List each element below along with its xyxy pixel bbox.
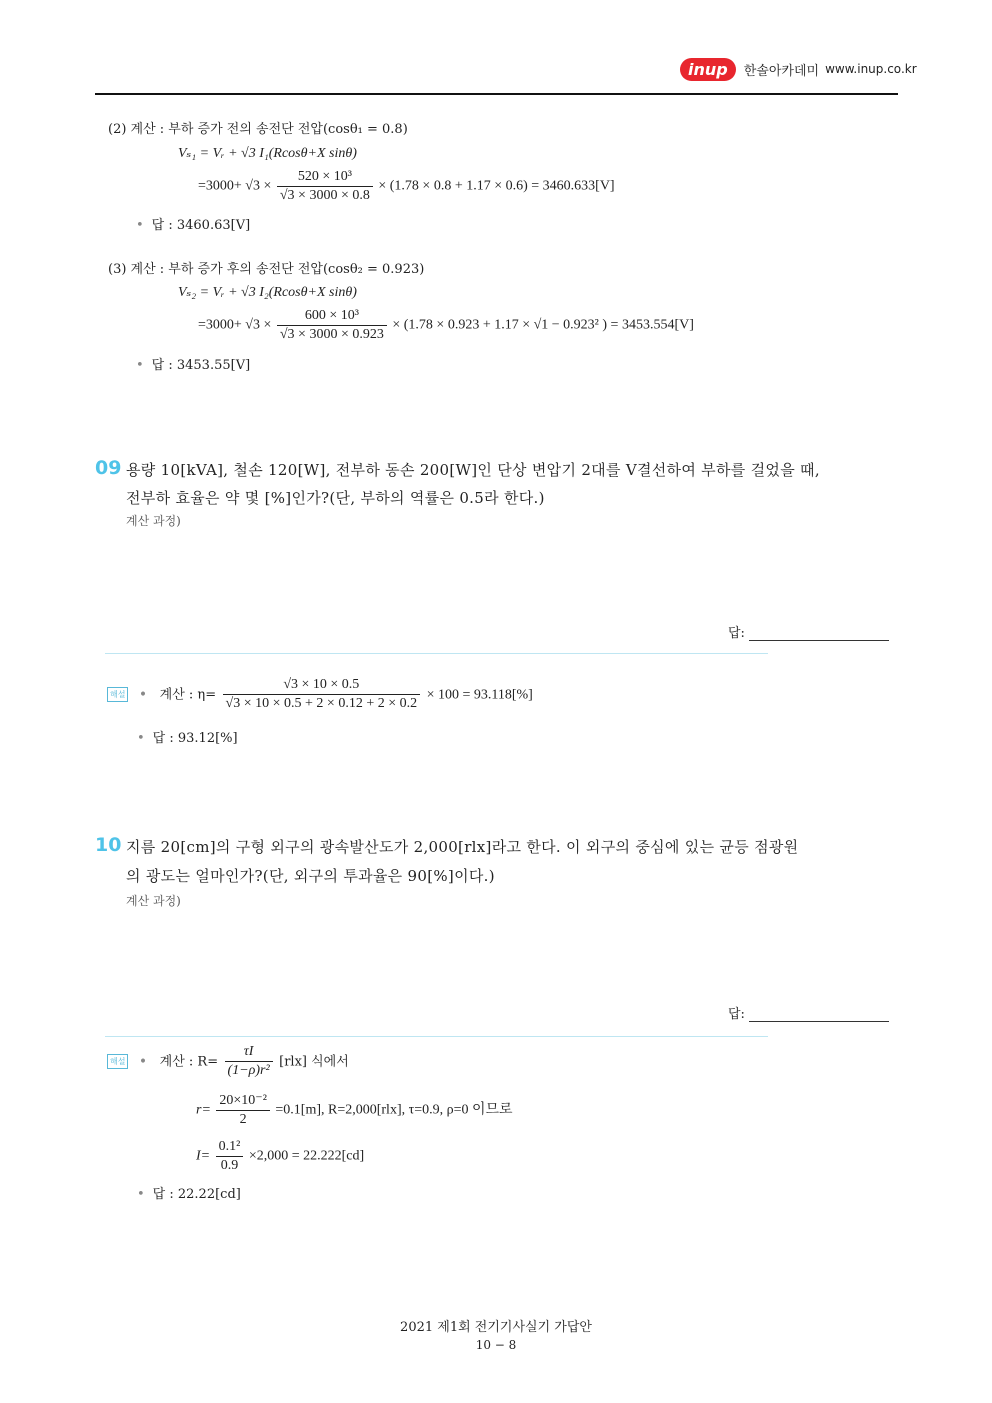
brand-name: 한솔아카데미 <box>743 63 820 79</box>
q10-line2: 의 광도는 얼마인가?(단, 외구의 투과율은 90[%]이다.) <box>126 867 495 885</box>
q09-line2: 전부하 효율은 약 몇 [%]인가?(단, 부하의 역률은 0.5라 한다.) <box>126 489 545 507</box>
q10-sol-post: [rlx] 식에서 <box>279 1054 349 1070</box>
q10-answer-field <box>728 1003 889 1022</box>
q10-separator <box>105 1036 768 1037</box>
q09-sol-answer <box>137 727 238 746</box>
q09-sol-post: × 100 = 93.118[%] <box>426 687 533 703</box>
q10-r-denominator: 2 <box>239 1112 247 1127</box>
q10-i-pre: I= <box>196 1148 211 1164</box>
solution-badge: 해설 <box>107 687 128 702</box>
q09-sol-denominator: √3 × 10 × 0.5 + 2 × 0.12 + 2 × 0.2 <box>225 696 418 711</box>
sec3-fraction <box>277 307 387 344</box>
q09-sol-fraction <box>223 676 421 713</box>
sec2-eq2-post: × (1.78 × 0.8 + 1.17 × 0.6) = 3460.633[V] <box>378 178 615 194</box>
solution-badge: 해설 <box>107 1054 128 1069</box>
sec2-eq2-pre: =3000+ √3 × <box>198 178 272 194</box>
sec2-fraction <box>277 168 373 205</box>
inup-logo <box>680 58 736 81</box>
q10-i-eq <box>196 1138 364 1175</box>
sec2-title: (2) 계산 : 부하 증가 전의 송전단 전압(cosθ₁ = 0.8) <box>108 122 408 137</box>
q10-sol-fraction <box>225 1043 273 1080</box>
q10-sol-denominator: (1−ρ)r² <box>227 1063 270 1078</box>
bullet-icon: • <box>138 686 148 703</box>
bullet-icon: • <box>136 218 144 233</box>
q10-work-label: 계산 과정) <box>126 894 181 908</box>
bullet-icon: • <box>136 358 144 373</box>
header-rule <box>95 93 898 95</box>
q09-answer-field <box>728 622 889 641</box>
header <box>680 56 917 82</box>
q10-line1: 지름 20[cm]의 구형 외구의 광속발산도가 2,000[rlx]라고 한다. 이 외구의 중심에 있는 균등 점광원 <box>126 838 799 856</box>
q10-r-post: =0.1[m], R=2,000[rlx], τ=0.9, ρ=0 이므로 <box>275 1102 513 1118</box>
bullet-icon: • <box>137 731 145 746</box>
sec3-answer <box>136 354 250 373</box>
bullet-icon: • <box>138 1053 148 1070</box>
site-url: www.inup.co.kr <box>825 62 917 76</box>
q09-sol-numerator: √3 × 10 × 0.5 <box>223 676 421 695</box>
q09-solution <box>107 676 533 713</box>
q09-work-label: 계산 과정) <box>126 514 181 528</box>
q10-sol-answer-text: 답 : 22.22[cd] <box>152 1187 241 1202</box>
q10-r-pre: r= <box>196 1102 211 1118</box>
q09-number: 09 <box>95 457 122 479</box>
sec3-eq1: Vₛ₂ = Vᵣ + √3 I₂(Rcosθ+X sinθ) <box>178 285 357 300</box>
bullet-icon: • <box>137 1187 145 1202</box>
sec3-numerator: 600 × 10³ <box>277 307 387 326</box>
q09-sol-answer-text: 답 : 93.12[%] <box>152 731 238 746</box>
footer-title: 2021 제1회 전기기사실기 가답안 <box>400 1320 592 1335</box>
sec2-answer <box>136 214 250 233</box>
sec3-denominator: √3 × 3000 × 0.923 <box>279 327 384 342</box>
q10-sol-numerator: τI <box>225 1043 273 1062</box>
sec3-eq2 <box>198 307 694 344</box>
q10-i-post: ×2,000 = 22.222[cd] <box>248 1148 365 1164</box>
sec3-eq2-post: × (1.78 × 0.923 + 1.17 × √1 − 0.923² ) = 3453.554[V] <box>392 317 694 333</box>
q10-solution <box>107 1043 349 1080</box>
q10-r-eq <box>196 1092 513 1129</box>
sec3-answer-text: 답 : 3453.55[V] <box>151 358 251 373</box>
q09-line1: 용량 10[kVA], 철손 120[W], 전부하 동손 200[W]인 단상 변압기 2대를 V결선하여 부하를 걸었을 때, <box>126 461 820 479</box>
sec3-title: (3) 계산 : 부하 증가 후의 송전단 전압(cosθ₂ = 0.923) <box>108 262 425 277</box>
q10-answer-label: 답: <box>728 1007 745 1022</box>
footer-page: 10 − 8 <box>475 1338 517 1352</box>
q10-r-fraction <box>216 1092 269 1129</box>
q09-answer-line[interactable] <box>749 626 889 641</box>
q10-number: 10 <box>95 834 122 856</box>
sec2-numerator: 520 × 10³ <box>277 168 373 187</box>
sec2-denominator: √3 × 3000 × 0.8 <box>279 188 370 203</box>
q10-i-numerator: 0.1² <box>216 1138 244 1157</box>
q10-sol-answer <box>137 1183 241 1202</box>
q10-answer-line[interactable] <box>749 1007 889 1022</box>
sec2-answer-text: 답 : 3460.63[V] <box>151 218 251 233</box>
sec3-eq2-pre: =3000+ √3 × <box>198 317 272 333</box>
q09-sol-pre: 계산 : η= <box>159 687 217 703</box>
q09-separator <box>105 653 768 654</box>
sec2-eq2 <box>198 168 615 205</box>
sec2-eq1: Vₛ₁ = Vᵣ + √3 I₁(Rcosθ+X sinθ) <box>178 146 357 161</box>
logo-text: inup <box>688 59 728 79</box>
q09-answer-label: 답: <box>728 626 745 641</box>
q10-r-numerator: 20×10⁻² <box>216 1092 269 1111</box>
q10-i-fraction <box>216 1138 244 1175</box>
q10-sol-pre: 계산 : R= <box>159 1054 219 1070</box>
q10-i-denominator: 0.9 <box>220 1158 239 1173</box>
